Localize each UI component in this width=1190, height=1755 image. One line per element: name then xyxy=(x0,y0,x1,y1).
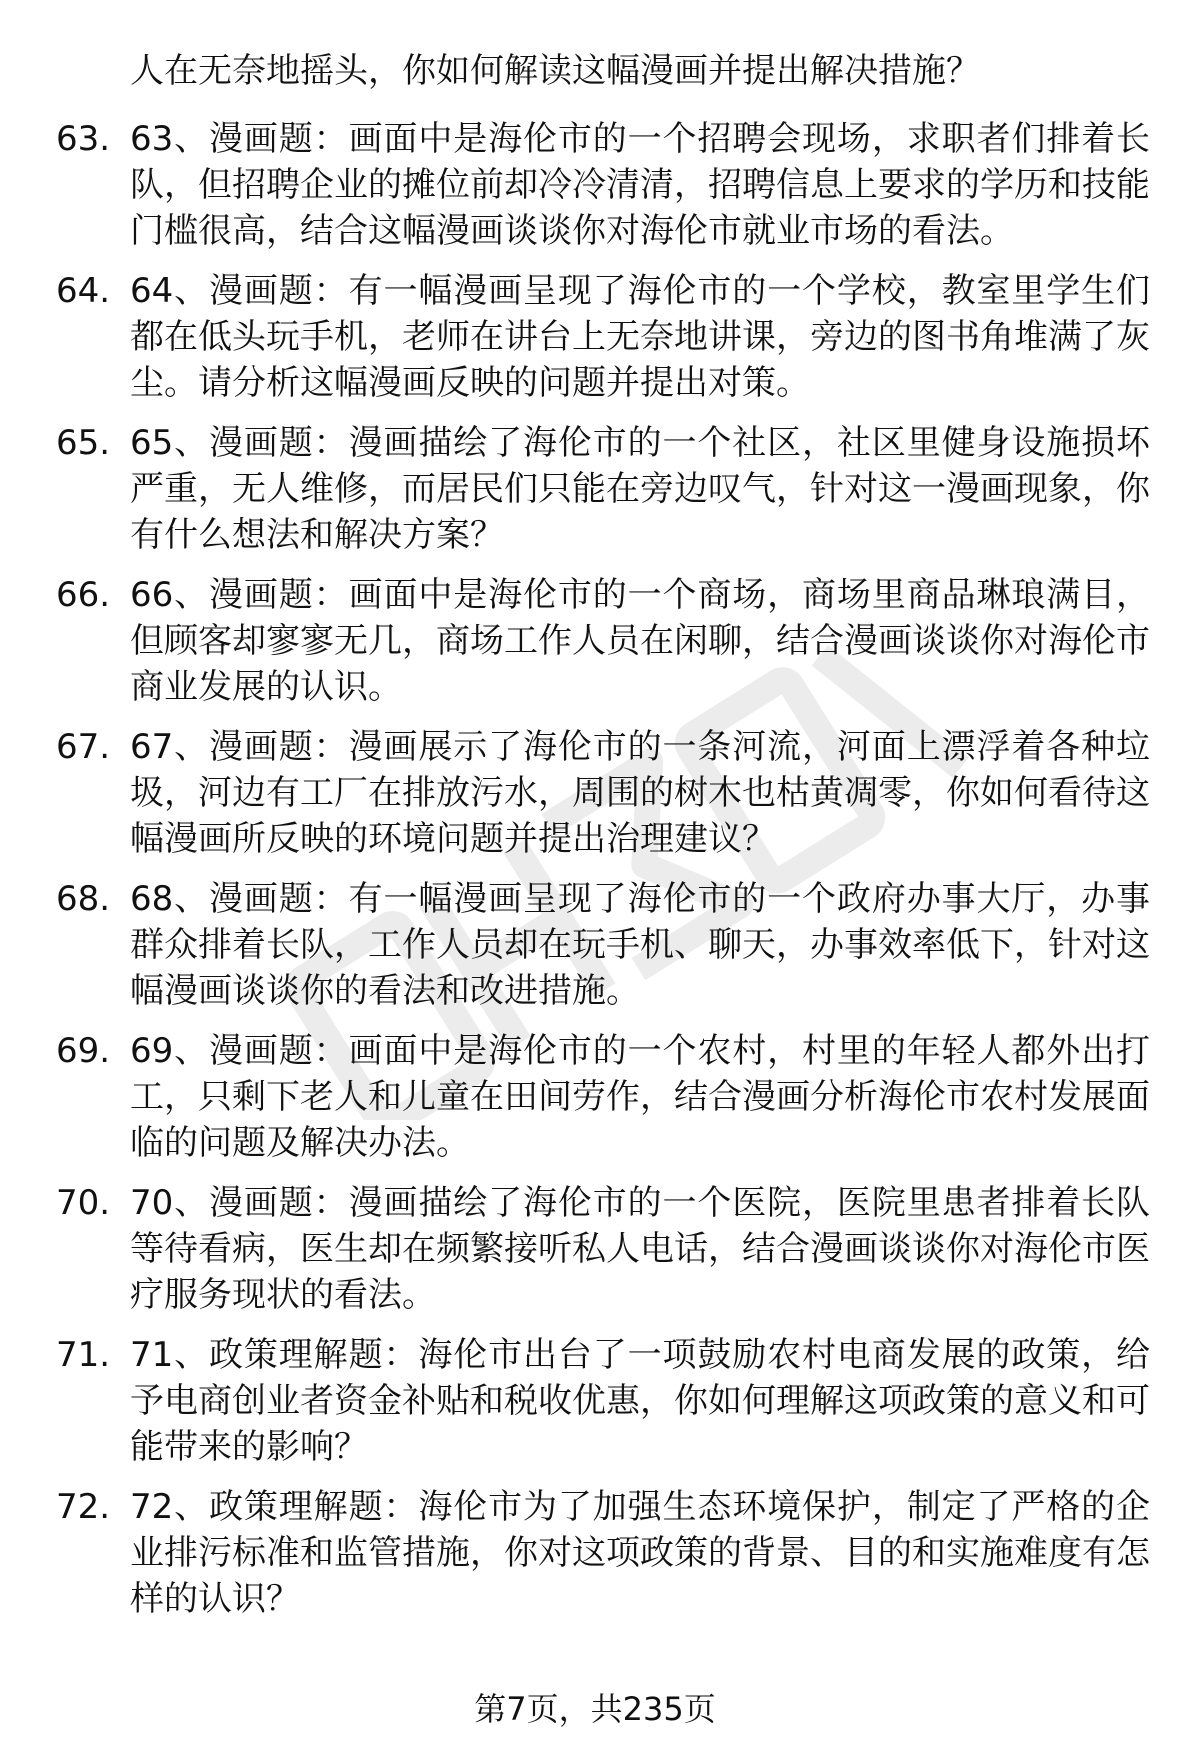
list-item xyxy=(0,1028,1150,1166)
question-text: 72、政策理解题：海伦市为了加强生态环境保护，制定了严格的企业排污标准和监管措施，你对这项政策的背景、目的和实施难度有怎样的认识？ xyxy=(130,1487,1150,1619)
question-number: 64. xyxy=(56,271,111,311)
question-text: 70、漫画题：漫画描绘了海伦市的一个医院，医院里患者排着长队等待看病，医生却在频繁接听私人电话，结合漫画谈谈你对海伦市医疗服务现状的看法。 xyxy=(130,1183,1150,1315)
list-item xyxy=(0,876,1150,1014)
list-item xyxy=(0,1332,1150,1470)
question-number: 72. xyxy=(56,1487,111,1527)
question-number: 69. xyxy=(56,1031,111,1071)
list-item xyxy=(0,268,1150,406)
question-number: 66. xyxy=(56,575,111,615)
question-text: 65、漫画题：漫画描绘了海伦市的一个社区，社区里健身设施损坏严重，无人维修，而居民们只能在旁边叹气，针对这一漫画现象，你有什么想法和解决方案？ xyxy=(130,423,1150,555)
question-text: 67、漫画题：漫画展示了海伦市的一条河流，河面上漂浮着各种垃圾，河边有工厂在排放污水，周围的树木也枯黄凋零，你如何看待这幅漫画所反映的环境问题并提出治理建议？ xyxy=(130,727,1150,859)
list-item xyxy=(0,1484,1150,1622)
continuation-text: 人在无奈地摇头，你如何解读这幅漫画并提出解决措施？ xyxy=(130,51,980,91)
question-text: 66、漫画题：画面中是海伦市的一个商场，商场里商品琳琅满目，但顾客却寥寥无几，商场工作人员在闲聊，结合漫画谈谈你对海伦市商业发展的认识。 xyxy=(130,575,1150,707)
page-footer: 第7页，共235页 xyxy=(474,1690,716,1728)
list-item xyxy=(0,420,1150,558)
question-text: 69、漫画题：画面中是海伦市的一个农村，村里的年轻人都外出打工，只剩下老人和儿童在田间劳作，结合漫画分析海伦市农村发展面临的问题及解决办法。 xyxy=(130,1031,1150,1163)
question-number: 68. xyxy=(56,879,111,919)
list-item xyxy=(0,724,1150,862)
list-item xyxy=(0,1180,1150,1318)
question-number: 71. xyxy=(56,1335,111,1375)
list-item xyxy=(0,572,1150,710)
question-number: 67. xyxy=(56,727,111,767)
question-text: 63、漫画题：画面中是海伦市的一个招聘会现场，求职者们排着长队，但招聘企业的摊位前却冷冷清清，招聘信息上要求的学历和技能门槛很高，结合这幅漫画谈谈你对海伦市就业市场的看法。 xyxy=(130,119,1150,251)
question-text: 71、政策理解题：海伦市出台了一项鼓励农村电商发展的政策，给予电商创业者资金补贴和税收优惠，你如何理解这项政策的意义和可能带来的影响？ xyxy=(130,1335,1150,1467)
question-number: 70. xyxy=(56,1183,111,1223)
question-text: 64、漫画题：有一幅漫画呈现了海伦市的一个学校，教室里学生们都在低头玩手机，老师在讲台上无奈地讲课，旁边的图书角堆满了灰尘。请分析这幅漫画反映的问题并提出对策。 xyxy=(130,271,1150,403)
list-item xyxy=(0,116,1150,254)
question-number: 65. xyxy=(56,423,111,463)
question-list xyxy=(0,116,1190,1636)
question-number: 63. xyxy=(56,119,111,159)
question-text: 68、漫画题：有一幅漫画呈现了海伦市的一个政府办事大厅，办事群众排着长队，工作人员却在玩手机、聊天，办事效率低下，针对这幅漫画谈谈你的看法和改进措施。 xyxy=(130,879,1150,1011)
